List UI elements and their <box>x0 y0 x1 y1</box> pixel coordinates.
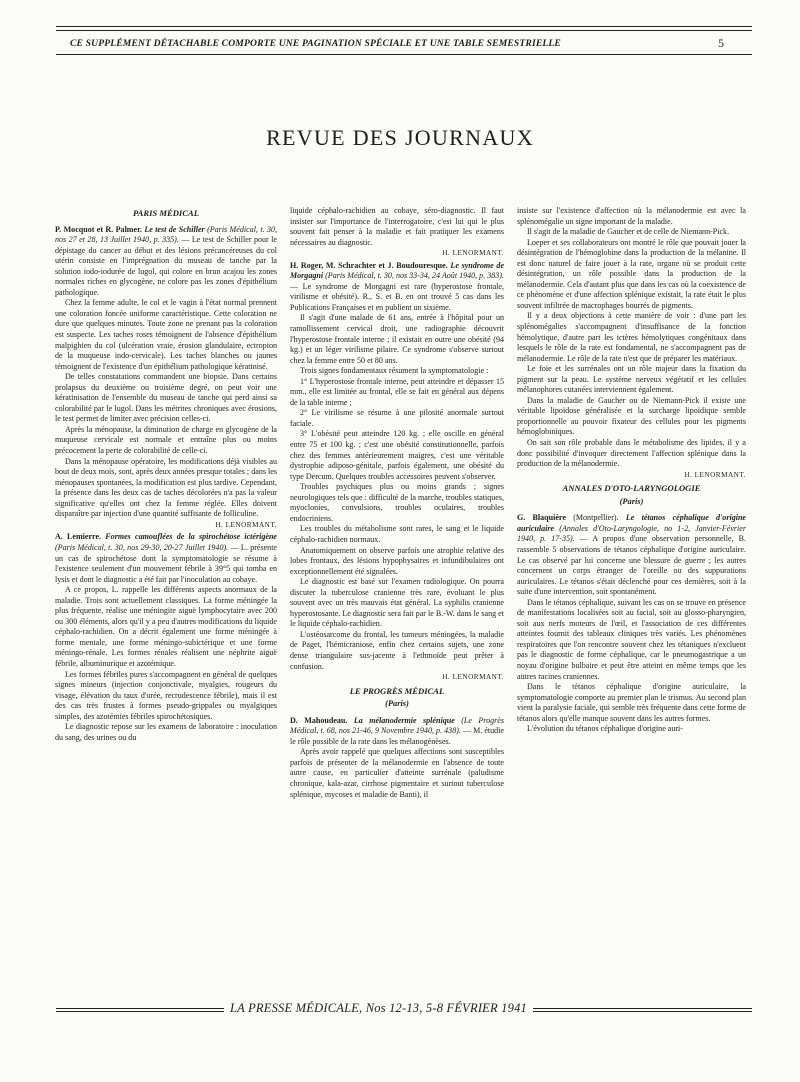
article-mocquot <box>55 225 277 531</box>
article-author: D. Mahoudeau. <box>290 715 348 725</box>
article-blaquiere <box>517 513 746 734</box>
article-paragraph: Il y a deux objections à cette manière de voir : d'une part les splénomégalies s'accompagnent d'insuffisance de la fonction hémolytique, d'autre part les ictères hémolytiques congénitaux dans lesquels le rôle de la rate est fondamental, ne s'accompagnent pas de mélanodermie. Le rôle de la rate n'est que de préparer les matériaux. <box>517 311 746 363</box>
article-paragraph: Dans la ménopause opératoire, les modifications déjà visibles au bout de deux mois, sont, après deux années presque totales ; dans les ménopauses spontanées, la modification est plus tardive. Cependant, la présence dans les deux cas de taches décolorées n'a pas la valeur significative qu'elles ont chez la femme réglée. Elles doivent disparaître par injection d'une quantité suffisante de folliculine. <box>55 456 277 519</box>
article-paragraph: — L. présente un cas de spirochétose dont la symptomatologie se résume à l'existence seulement d'un mouvement fébrile à 39°5 qui tomba en lysis et dont le diagnostic a été fait par l'inoculation au cobaye. <box>55 542 277 584</box>
article-citation: (Paris Médical, t. 30, nos 27 et 28, 13 Juillet 1940, p. 335). <box>55 224 278 245</box>
article-citation: (Annales d'Oto-Laryngologie, no 1-2, Janvier-Février 1940, p. 17-35). <box>517 523 746 544</box>
article-paragraph: 3° L'obésité peut atteindre 120 kg. ; elle oscille en général entre 75 et 100 kg. ; c'est une obésité constitutionnelle, parfois chez des femmes antérieurement maigres, c'est une véritable dystrophie adiposo-génitale, parfois également, une obésité du type Dercum. Quelques troubles accessoires peuvent s'observer. <box>290 429 504 481</box>
article-paragraph: — Le syndrome de Morgagni est rare (hyperostose frontale, virilisme et obésité). R., S. et B. en ont trouvé 5 cas dans les Publications Françaises et en publient un sixième. <box>290 281 504 312</box>
header-rule-top-inner <box>56 30 752 31</box>
footer-journal-line: LA PRESSE MÉDICALE, Nos 12-13, 5-8 FÉVRIER 1941 <box>224 1001 533 1016</box>
article-citation: (Paris Médical, t. 30, nos 33-34, 24 Août 1940, p. 383). <box>325 271 504 281</box>
article-header <box>55 225 277 299</box>
article-paragraph: Trois signes fondamentaux résument la symptomatologie : <box>300 366 489 376</box>
article-paragraph: L'évolution du tétanos céphalique d'origine auri- <box>527 724 683 734</box>
section-subheading: (Paris) <box>385 699 409 709</box>
article-paragraph: Il s'agit d'une malade de 61 ans, entrée à l'hôpital pour un ramollissement cervical droit, une radiographie découvrit l'hyperostose frontale interne ; il existait en outre une obésité (94 kg.) et un léger virilisme pilaire. Ce syndrome s'observe surtout chez la femme entre 50 et 80 ans. <box>290 313 504 365</box>
article-header <box>517 513 746 597</box>
article-roger <box>290 261 504 683</box>
section-heading: ANNALES D'OTO-LARYNGOLOGIE <box>562 483 701 494</box>
article-paragraph: Il s'agit de la maladie de Gaucher et de celle de Niemann-Pick. <box>527 227 730 237</box>
article-author: H. Roger, M. Schrachter et J. Boudouresque. <box>290 260 448 270</box>
page-number: 5 <box>718 36 724 50</box>
article-paragraph: Les formes fébriles pures s'accompagnent en général de quelques signes mineurs (injection conjonctivale, myalgies, rougeurs du visage, élévation du taux d'urée, recrudescence fébrile), mais il est des cas très frustes à formes pseudo-grippales ou myalgiques simples, des azotémies fébriles spirochétosiques. <box>55 669 277 721</box>
article-paragraph: — M. étudie le rôle possible de la rate dans les mélanogénèses. <box>290 726 505 746</box>
article-paragraph: liquide céphalo-rachidien au cobaye, séro-diagnostic. Il faut insister sur l'importance de l'interrogatoire, c'est lui qui le plus souvent fait penser à la maladie et fait pratiquer les examens nécessaires au diagnostic. <box>290 206 504 247</box>
column-2 <box>290 206 504 800</box>
article-paragraph: Le diagnostic repose sur les examens de laboratoire : inoculation du sang, des urines ou du <box>55 722 277 742</box>
article-title: Formes camouflées de la spirochétose ictérigène <box>105 532 277 542</box>
article-author: P. Mocquot et R. Palmer. <box>55 224 142 234</box>
article-signature: H. LENORMANT. <box>684 470 746 479</box>
article-citation: (Le Progrès Médical, t. 68, nos 21-46, 9 Novembre 1940, p. 438). <box>290 715 504 736</box>
article-paragraph: L'ostéosarcome du frontal, les tumeurs méningées, la maladie de Paget, l'hémicraniose, enfin chez certains sujets, une zone dense triangulaire sus-jacente à l'ethmoïde peut prêter à confusion. <box>290 629 504 671</box>
article-header <box>290 261 504 314</box>
column-1 <box>55 205 277 743</box>
article-paragraph: Le foie et les surrénales ont un rôle majeur dans la fixation du pigment sur la peau. Le système nerveux végétatif et les cellules mélanophores cutanées interviennent également. <box>517 364 746 395</box>
page-footer <box>56 1001 752 1019</box>
article-paragraph: — Le test de Schiller pour le dépistage du cancer au début et des lésions précancéreuses du col utérin consiste en l'imprégnation du museau de tanche par la solution iodo-iodurée de lugol, qui colore en brun acajou les zones normales riches en glycogène, ne colore pas les zones d'épithélium pathologique. <box>55 235 277 297</box>
section-heading: PARIS MÉDICAL <box>133 208 199 218</box>
article-signature: H. LENORMANT. <box>442 673 504 682</box>
article-signature: H. LENORMANT. <box>442 249 504 258</box>
article-paragraph: Chez la femme adulte, le col et le vagin à l'état normal prennent une coloration foncée uniforme caractéristique. Cette coloration ne dure que quelques minutes. Toute zone ne prenant pas la coloration est suspecte. Les taches roses témoignent de l'absence d'épithélium malpighien du col (ulcération vraie, érosion glandulaire, ectropion de la muqueuse indo-cervicale). Les taches blanches ou jaunes témoignent de l'existence d'un épithélium pathologique kératinisé. <box>55 298 277 371</box>
article-title: Le syndrome de Morgagni <box>290 260 505 281</box>
article-paragraph: Loeper et ses collaborateurs ont montré le rôle que pouvait jouer la désintégration de l'hémoglobine dans la production de la mélanine. Il est donc naturel de faire jouer à la rate, organe où se produit cette désintégration, un rôle possible dans la production de la mélanodermie. Cela d'autant plus que dans les cas où la coexistence de ce phénomène et d'une affection splénique existait, la rate était le plus souvent infiltrée de macrophages bourrés de pigments. <box>517 237 746 310</box>
article-header <box>290 716 504 748</box>
header-rule-top <box>56 26 752 27</box>
article-paragraph: Dans le tétanos céphalique, suivant les cas on se trouve en présence de manifestations localisées soit au facial, soit au glosso-pharyngien, soit aux nerfs moteurs de l'œil, et l'association de ces différentes atteintes fournit des tableaux cliniques très variés. Les phénomènes respiratoires que l'on rencontre souvent chez les tétaniques n'excluent pas le diagnostic de forme céphalique, car le pneumogastrique a un noyau d'origine bulbaire et peut être atteint en même temps que les autres racines craniennes. <box>517 597 746 681</box>
article-paragraph: Le diagnostic est basé sur l'examen radiologique. On pourra discuter la tuberculose cranienne très rare, évoluant le plus souvent avec un très mauvais état général. La syphilis cranienne hyperostosante. Le diagnostic sera fait par le B.-W. dans le sang et le liquide céphalo-rachidien. <box>290 577 504 629</box>
section-subheading: (Paris) <box>619 496 644 506</box>
article-paragraph: De telles constatations commandent une biopsie. Dans certains prolapsus du deuxième ou troisième degré, on peut voir une kératinisation de l'ensemble du museau de tanche qui perd ainsi sa colorabilité par le lugol. Dans les métrites chroniques avec érosions, le test permet de limiter avec précision celles-ci. <box>55 372 277 424</box>
header-rule-bottom <box>56 54 752 55</box>
article-author: G. Blaquière <box>517 513 566 523</box>
article-paragraph: A ce propos, L. rappelle les différents aspects anormaux de la maladie. Trois sont actuellement classiques. La forme méningée la plus fréquente, réalise une méningite aiguë lymphocytaire avec 200 ou 300 éléments, alors qu'il y a peu d'autres modifications du liquide céphalo-rachidien. On a décrit également une forme méningée à forme mentale, une forme méningo-subictérique et une forme méningo-rénale. Les formes rénales réalisent une néphrite aiguë fébrile, albuminurique et azotémique. <box>55 585 277 668</box>
article-paragraph: Troubles psychiques plus ou moins grands ; signes neurologiques tels que : difficulté de la marche, troubles statiques, myoclonies, convulsions, troubles oculaires, troubles endocriniens. <box>290 482 504 523</box>
header-title: CE SUPPLÉMENT DÉTACHABLE COMPORTE UNE PAGINATION SPÉCIALE ET UNE TABLE SEMESTRIELLE <box>70 38 561 49</box>
article-citation: (Paris Médical, t. 30, nos 29-30, 20-27 Juillet 1940). <box>55 542 229 552</box>
article-paragraph: Dans le tétanos céphalique d'origine auriculaire, la symptomatologie comporte au premier plan le trismus. Au second plan vient la paralysie faciale, qui semble très fréquente dans cette forme de tétanos alors qu'elle manque souvent dans les autres formes. <box>517 682 746 723</box>
article-paragraph: Dans la maladie de Gaucher ou de Niemann-Pick il existe une véritable lipoïdose généralisée et la surcharge lipoïdique semble proportionnelle au pouvoir fixateur des cellules pour les pigments hémoglobiniques. <box>517 395 746 437</box>
article-title: La mélanodermie splénique <box>353 715 455 725</box>
article-paragraph: Anatomiquement on observe parfois une atrophie relative des lobes frontaux, des lésions hypophysaires et infundibulaires ont exceptionnellement été signalées. <box>290 545 504 576</box>
article-author: A. Lemierre. <box>55 532 102 542</box>
article-paragraph: Après la ménopause, la diminution de charge en glycogène de la muqueuse cervicale est normale et entraîne plus ou moins précocement la perte de colorabilité de celle-ci. <box>55 424 277 456</box>
column-3 <box>517 206 746 735</box>
article-lemierre <box>55 532 277 743</box>
article-signature: H. LENORMANT. <box>215 520 277 529</box>
article-paragraph: — A propos d'une observation personnelle, B. rassemble 5 observations de tétanos céphalique d'origine auriculaire. Le cas observé par lui concerne une blessure de guerre ; les autres concernent un corps étranger de l'oreille ou des suppurations auriculaires. Le tétanos s'était déclenché pour ces dernières, soit à la suite d'une intervention, soit spontanément. <box>517 534 746 597</box>
article-paragraph: 2° Le virilisme se résume à une pilosité anormale surtout faciale. <box>290 408 504 428</box>
section-heading: LE PROGRÈS MÉDICAL <box>349 685 445 696</box>
article-paragraph: 1° L'hyperostose frontale interne, peut atteindre et dépasser 15 mm., elle est limitée au frontal, elle se fait en général aux dépens de la table interne ; <box>290 376 504 407</box>
article-paragraph: Les troubles du métabolisme sont rares, le sang et le liquide céphalo-rachidien normaux. <box>290 524 504 544</box>
article-header <box>55 532 277 585</box>
article-paragraph: insiste sur l'existence d'affection où la mélanodermie est avec la splénomégalie un signe important de la maladie. <box>517 206 746 226</box>
article-title: Le tétanos céphalique d'origine auriculaire <box>517 513 747 533</box>
article-mahoudeau <box>290 716 504 800</box>
article-place: (Montpellier). <box>573 513 619 523</box>
page-title: REVUE DES JOURNAUX <box>266 125 534 150</box>
article-paragraph: On sait son rôle probable dans le métabolisme des lipides, il y a donc possibilité d'invoquer directement l'affection splénique dans la production de la mélanodermie. <box>517 438 746 469</box>
article-title: Le test de Schiller <box>144 224 205 234</box>
article-paragraph: Après avoir rappelé que quelques affections sont susceptibles parfois de présenter de la mélanodermie en l'absence de toute autre cause, en particulier d'atteinte surrénale (paludisme chronique, kala-azar, cirrhose pigmentaire et surtout tuberculose splénique, mycoses et maladie de Banti), il <box>290 747 504 799</box>
